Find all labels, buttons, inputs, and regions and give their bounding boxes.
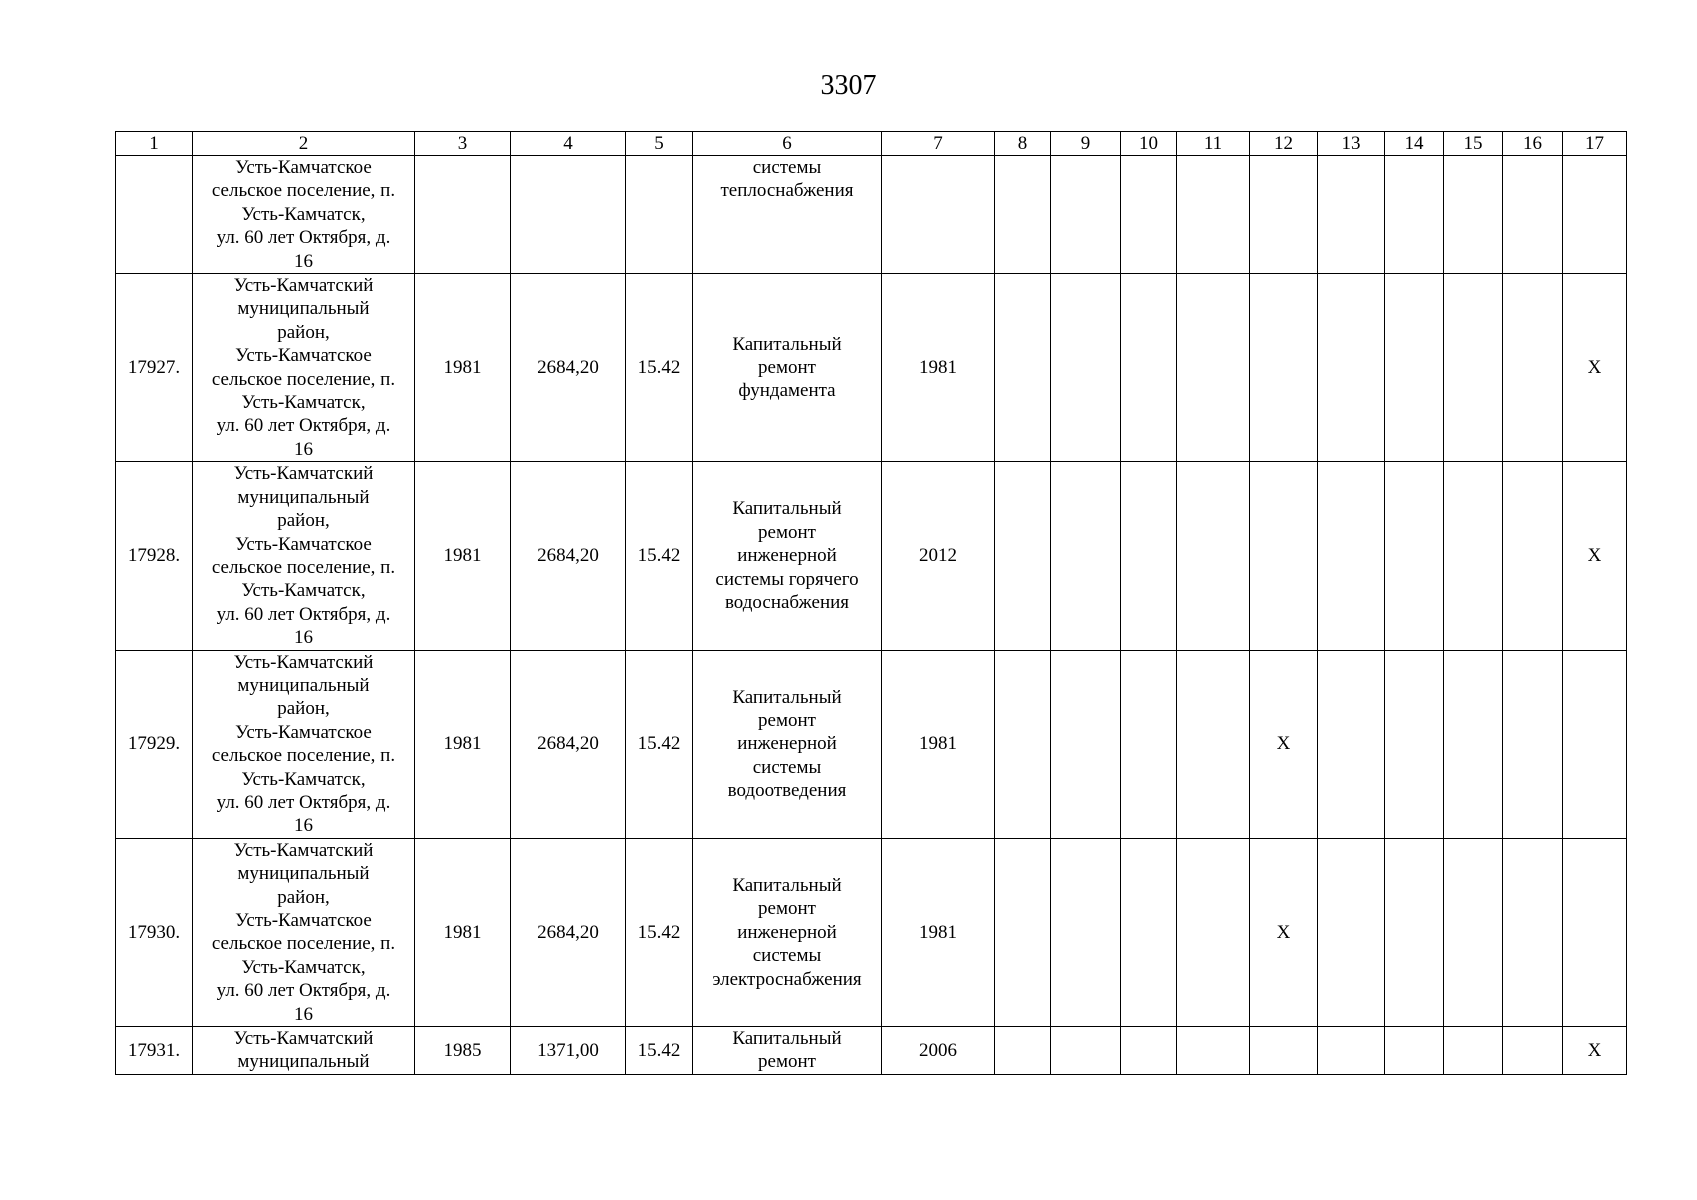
table-cell (995, 156, 1051, 274)
period-cell: Х (1250, 838, 1318, 1026)
year-cell: 1981 (415, 462, 511, 650)
area-cell: 1371,00 (511, 1027, 626, 1075)
year-cell: 1981 (415, 650, 511, 838)
period-cell (1503, 838, 1563, 1026)
area-cell: 2684,20 (511, 838, 626, 1026)
period-cell (1503, 462, 1563, 650)
register-table (115, 131, 1627, 1075)
column-number: 16 (1503, 132, 1563, 156)
period-cell (995, 1027, 1051, 1075)
period-cell (1385, 838, 1444, 1026)
column-number: 12 (1250, 132, 1318, 156)
table-row (116, 462, 1627, 650)
table-cell (1177, 156, 1250, 274)
period-cell (1503, 650, 1563, 838)
column-number: 4 (511, 132, 626, 156)
table-cell (1250, 156, 1318, 274)
period-cell (1177, 462, 1250, 650)
last-repair-year-cell: 2006 (882, 1027, 995, 1075)
period-cell (995, 838, 1051, 1026)
table-cell (1121, 156, 1177, 274)
table-cell (1563, 156, 1627, 274)
table-cell (1385, 156, 1444, 274)
period-cell (1563, 650, 1627, 838)
code-cell: 15.42 (626, 838, 693, 1026)
area-cell: 2684,20 (511, 650, 626, 838)
last-repair-year-cell: 1981 (882, 274, 995, 462)
year-cell: 1981 (415, 274, 511, 462)
work-type-cell: Капитальный ремонт инженерной системы водоотведения (693, 650, 882, 838)
period-cell: Х (1250, 650, 1318, 838)
period-cell: Х (1563, 462, 1627, 650)
row-number-cell: 17929. (116, 650, 193, 838)
period-cell (1250, 274, 1318, 462)
table-row (116, 650, 1627, 838)
column-number: 10 (1121, 132, 1177, 156)
period-cell (1121, 462, 1177, 650)
code-cell: 15.42 (626, 462, 693, 650)
period-cell (1444, 274, 1503, 462)
column-number: 2 (193, 132, 415, 156)
year-cell: 1981 (415, 838, 511, 1026)
column-number: 3 (415, 132, 511, 156)
row-number-cell: 17927. (116, 274, 193, 462)
column-number: 6 (693, 132, 882, 156)
column-number: 15 (1444, 132, 1503, 156)
table-row (116, 1027, 1627, 1075)
address-cell: Усть-Камчатский муниципальный район, Усть-Камчатское сельское поселение, п. Усть-Камчатск, ул. 60 лет Октября, д. 16 (193, 462, 415, 650)
period-cell (1177, 838, 1250, 1026)
column-number: 13 (1318, 132, 1385, 156)
table-cell (882, 156, 995, 274)
code-cell: 15.42 (626, 650, 693, 838)
period-cell (1444, 838, 1503, 1026)
area-cell: 2684,20 (511, 274, 626, 462)
period-cell (1318, 838, 1385, 1026)
continuation-row (116, 156, 1627, 274)
period-cell (1563, 838, 1627, 1026)
table-cell (415, 156, 511, 274)
column-number-row (116, 132, 1627, 156)
column-number: 14 (1385, 132, 1444, 156)
column-number: 1 (116, 132, 193, 156)
table-cell (1503, 156, 1563, 274)
table-cell (1318, 156, 1385, 274)
table-cell (116, 156, 193, 274)
period-cell (1318, 274, 1385, 462)
period-cell (1385, 650, 1444, 838)
column-number: 11 (1177, 132, 1250, 156)
period-cell (1503, 274, 1563, 462)
page-number: 3307 (820, 70, 877, 101)
period-cell (1121, 274, 1177, 462)
table-cell (1444, 156, 1503, 274)
area-cell: 2684,20 (511, 462, 626, 650)
period-cell (1121, 838, 1177, 1026)
period-cell (1177, 274, 1250, 462)
period-cell (995, 274, 1051, 462)
row-number-cell: 17930. (116, 838, 193, 1026)
period-cell (1318, 1027, 1385, 1075)
last-repair-year-cell: 1981 (882, 838, 995, 1026)
work-type-cell: системы теплоснабжения (693, 156, 882, 274)
period-cell (1177, 650, 1250, 838)
period-cell: Х (1563, 1027, 1627, 1075)
period-cell: Х (1563, 274, 1627, 462)
period-cell (1121, 650, 1177, 838)
table-cell (626, 156, 693, 274)
address-cell: Усть-Камчатский муниципальный район, Усть-Камчатское сельское поселение, п. Усть-Камчатск, ул. 60 лет Октября, д. 16 (193, 838, 415, 1026)
period-cell (1385, 462, 1444, 650)
column-number: 9 (1051, 132, 1121, 156)
work-type-cell: Капитальный ремонт фундамента (693, 274, 882, 462)
period-cell (1250, 1027, 1318, 1075)
period-cell (1444, 462, 1503, 650)
row-number-cell: 17928. (116, 462, 193, 650)
table-row (116, 274, 1627, 462)
last-repair-year-cell: 2012 (882, 462, 995, 650)
period-cell (1444, 650, 1503, 838)
code-cell: 15.42 (626, 1027, 693, 1075)
period-cell (1318, 462, 1385, 650)
work-type-cell: Капитальный ремонт инженерной системы электроснабжения (693, 838, 882, 1026)
period-cell (995, 650, 1051, 838)
period-cell (1444, 1027, 1503, 1075)
period-cell (1051, 274, 1121, 462)
address-cell: Усть-Камчатский муниципальный район, Усть-Камчатское сельское поселение, п. Усть-Камчатск, ул. 60 лет Октября, д. 16 (193, 274, 415, 462)
period-cell (1250, 462, 1318, 650)
column-number: 7 (882, 132, 995, 156)
period-cell (1385, 274, 1444, 462)
address-cell: Усть-Камчатское сельское поселение, п. Усть-Камчатск, ул. 60 лет Октября, д. 16 (193, 156, 415, 274)
period-cell (1503, 1027, 1563, 1075)
period-cell (995, 462, 1051, 650)
period-cell (1051, 1027, 1121, 1075)
address-cell: Усть-Камчатский муниципальный район, Усть-Камчатское сельское поселение, п. Усть-Камчатск, ул. 60 лет Октября, д. 16 (193, 650, 415, 838)
table-cell (1051, 156, 1121, 274)
column-number: 17 (1563, 132, 1627, 156)
period-cell (1385, 1027, 1444, 1075)
period-cell (1051, 838, 1121, 1026)
period-cell (1318, 650, 1385, 838)
column-number: 8 (995, 132, 1051, 156)
period-cell (1177, 1027, 1250, 1075)
column-number: 5 (626, 132, 693, 156)
row-number-cell: 17931. (116, 1027, 193, 1075)
period-cell (1051, 650, 1121, 838)
address-cell: Усть-Камчатский муниципальный (193, 1027, 415, 1075)
period-cell (1051, 462, 1121, 650)
work-type-cell: Капитальный ремонт (693, 1027, 882, 1075)
table-row (116, 838, 1627, 1026)
period-cell (1121, 1027, 1177, 1075)
year-cell: 1985 (415, 1027, 511, 1075)
table-cell (511, 156, 626, 274)
code-cell: 15.42 (626, 274, 693, 462)
last-repair-year-cell: 1981 (882, 650, 995, 838)
work-type-cell: Капитальный ремонт инженерной системы горячего водоснабжения (693, 462, 882, 650)
